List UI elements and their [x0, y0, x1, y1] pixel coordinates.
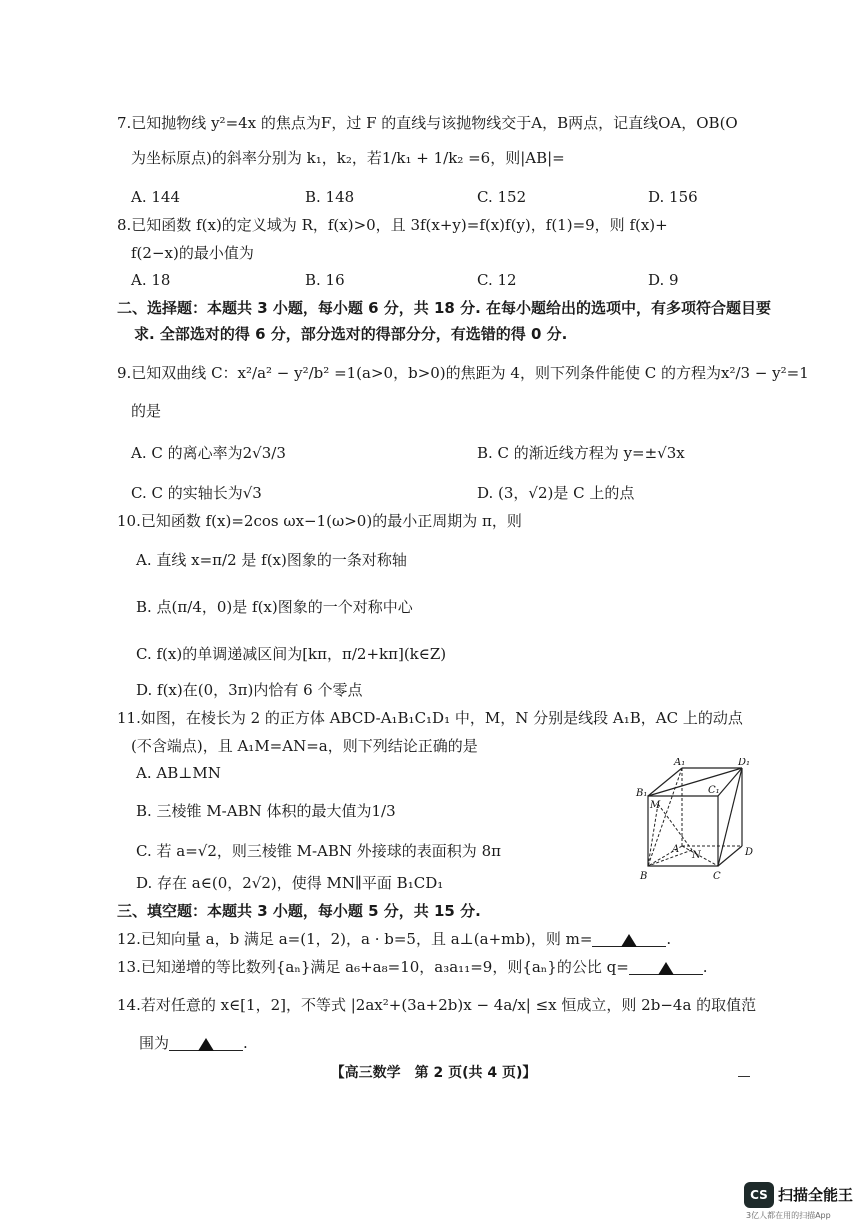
question-8-line-1: 8.已知函数 f(x)的定义域为 R，f(x)>0，且 3f(x+y)=f(x)f(y)，f(1)=9，则 f(x)+ — [117, 216, 668, 234]
question-8-option-b: B. 16 — [305, 271, 345, 289]
page-footer: 【高三数学 第 2 页(共 4 页)】 — [330, 1065, 537, 1081]
question-12-end: . — [666, 930, 672, 948]
question-12 — [117, 928, 671, 950]
question-10-option-b: B. 点(π/4，0)是 f(x)图象的一个对称中心 — [136, 598, 413, 616]
cs-logo-icon: CS — [744, 1182, 774, 1208]
answer-blank — [592, 928, 666, 947]
label-a: A — [672, 844, 680, 855]
question-11-option-d: D. 存在 a∈(0，2√2)，使得 MN∥平面 B₁CD₁ — [136, 874, 444, 892]
label-b1: B₁ — [636, 788, 648, 799]
question-13 — [117, 956, 708, 978]
question-12-text: 12.已知向量 a，b 满足 a=(1，2)，a · b=5，且 a⊥(a+mb)，则 m= — [117, 930, 593, 948]
label-d: D — [745, 847, 754, 858]
triangle-icon — [621, 934, 637, 947]
question-8-option-d: D. 9 — [648, 271, 679, 289]
label-a1: A₁ — [674, 758, 686, 768]
question-14-line-1: 14.若对任意的 x∈[1，2]，不等式 |2ax²+(3a+2b)x − 4a/x| ≤x 恒成立，则 2b−4a 的取值范 — [117, 996, 757, 1014]
question-9-option-b: B. C 的渐近线方程为 y=±√3x — [477, 444, 685, 462]
label-m: M — [650, 800, 661, 811]
footer-dash — [738, 1076, 750, 1077]
label-d1: D₁ — [738, 758, 751, 768]
question-11-line-1: 11.如图，在棱长为 2 的正方体 ABCD-A₁B₁C₁D₁ 中，M，N 分别是线段 A₁B，AC 上的动点 — [117, 709, 743, 727]
triangle-icon — [658, 962, 674, 975]
question-14-text: 围为 — [139, 1034, 170, 1052]
question-7-option-c: C. 152 — [477, 188, 527, 206]
triangle-icon — [198, 1038, 214, 1051]
question-13-end: . — [702, 958, 708, 976]
question-7-option-a: A. 144 — [131, 188, 180, 206]
question-8-option-a: A. 18 — [131, 271, 171, 289]
question-9-option-d: D. (3，√2)是 C 上的点 — [477, 484, 635, 502]
question-10-option-c: C. f(x)的单调递减区间为[kπ，π/2+kπ](k∈Z) — [136, 645, 447, 663]
question-9-option-c: C. C 的实轴长为√3 — [131, 484, 262, 502]
question-11-line-2: (不含端点)，且 A₁M=AN=a，则下列结论正确的是 — [131, 737, 478, 755]
question-11-option-c: C. 若 a=√2，则三棱锥 M-ABN 外接球的表面积为 8π — [136, 842, 501, 860]
question-8-option-c: C. 12 — [477, 271, 517, 289]
answer-blank — [169, 1032, 243, 1051]
cube-figure — [632, 758, 762, 888]
question-14-line-2 — [139, 1032, 248, 1054]
section-2-heading-line-1: 二、选择题：本题共 3 小题，每小题 6 分，共 18 分. 在每小题给出的选项中，有多项符合题目要 — [117, 299, 772, 317]
label-c: C — [713, 871, 721, 882]
question-14-end: . — [243, 1034, 248, 1052]
question-13-text: 13.已知递增的等比数列{aₙ}满足 a₆+a₈=10，a₃a₁₁=9，则{aₙ}的公比 q= — [117, 958, 629, 976]
question-10-line-1: 10.已知函数 f(x)=2cos ωx−1(ω>0)的最小正周期为 π，则 — [117, 512, 522, 530]
question-7-line-2: 为坐标原点)的斜率分别为 k₁，k₂，若1/k₁ + 1/k₂ =6，则|AB|= — [131, 149, 565, 167]
section-3-heading: 三、填空题：本题共 3 小题，每小题 5 分，共 15 分. — [117, 902, 481, 920]
question-10-option-a: A. 直线 x=π/2 是 f(x)图象的一条对称轴 — [136, 551, 407, 569]
scanner-watermark — [744, 1180, 860, 1220]
question-9-line-2: 的是 — [131, 402, 162, 420]
label-n: N — [692, 850, 701, 861]
watermark-title: 扫描全能王 — [778, 1186, 854, 1204]
label-b: B — [640, 871, 648, 882]
question-7-line-1: 7.已知抛物线 y²=4x 的焦点为F，过 F 的直线与该抛物线交于A，B两点，记直线OA，OB(O — [117, 114, 738, 132]
question-11-option-b: B. 三棱锥 M-ABN 体积的最大值为1/3 — [136, 802, 396, 820]
watermark-subtitle: 3亿人都在用的扫描App — [746, 1211, 831, 1220]
question-8-line-2: f(2−x)的最小值为 — [131, 244, 254, 262]
question-11-option-a: A. AB⊥MN — [136, 764, 221, 782]
label-c1: C₁ — [708, 785, 720, 796]
question-9-option-a: A. C 的离心率为2√3/3 — [131, 444, 286, 462]
question-7-option-b: B. 148 — [305, 188, 355, 206]
question-9-line-1: 9.已知双曲线 C：x²/a² − y²/b² =1(a>0，b>0)的焦距为 4，则下列条件能使 C 的方程为x²/3 − y²=1 — [117, 364, 809, 382]
answer-blank — [629, 956, 703, 975]
question-10-option-d: D. f(x)在(0，3π)内恰有 6 个零点 — [136, 681, 363, 699]
question-7-option-d: D. 156 — [648, 188, 698, 206]
section-2-heading-line-2: 求. 全部选对的得 6 分，部分选对的得部分分，有选错的得 0 分. — [134, 325, 568, 343]
